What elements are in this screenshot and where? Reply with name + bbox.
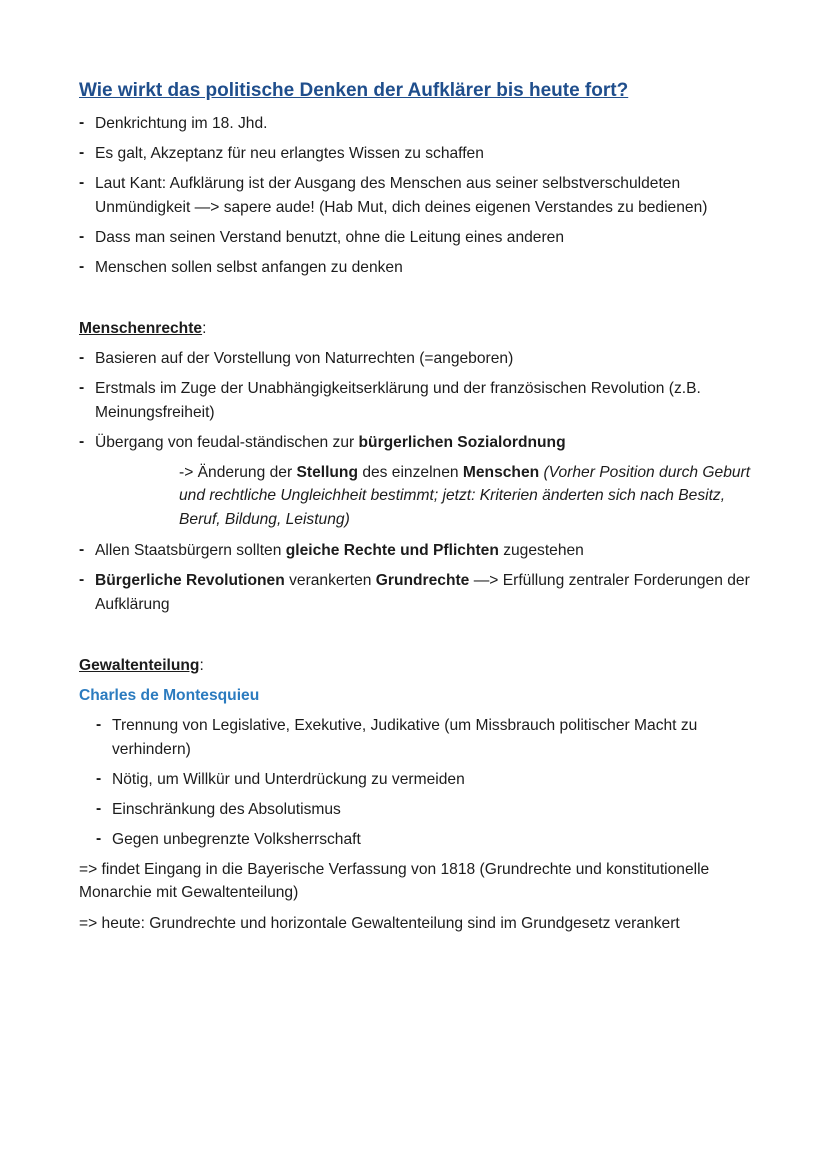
sub-note xyxy=(179,461,759,532)
text-segment: zugestehen xyxy=(498,542,584,559)
conclusion-line: => findet Eingang in die Bayerische Verfassung von 1818 (Grundrechte und konstitutionelle Monarchie mit Gewaltenteilung) xyxy=(79,860,710,901)
text-segment: Übergang von feudal-ständischen zur xyxy=(95,433,359,451)
section-heading-menschenrechte xyxy=(79,317,759,341)
bold-segment: bürgerlichen Sozialordnung xyxy=(358,433,566,451)
text-segment: —> Erfüllung zentraler Forderungen der Aufklärung xyxy=(95,572,750,613)
list-item: - Basieren auf der Vorstellung von Naturrechten (=angeboren) xyxy=(79,347,759,371)
list-item: - Denkrichtung im 18. Jhd. xyxy=(79,112,759,136)
heading-text: Gewaltenteilung xyxy=(79,657,200,674)
list-item: - Erstmals im Zuge der Unabhängigkeitserklärung und der französischen Revolution (z.B. Meinungsfreiheit) xyxy=(79,377,759,424)
list-item: - Dass man seinen Verstand benutzt, ohne die Leitung eines anderen xyxy=(79,226,759,250)
text-segment: Allen Staatsbürgern sollten xyxy=(95,542,286,559)
list-item: - Es galt, Akzeptanz für neu erlangtes Wissen zu schaffen xyxy=(79,142,759,166)
heading-text: Menschenrechte xyxy=(79,320,203,337)
document-page xyxy=(79,76,759,942)
intro-list xyxy=(79,112,759,279)
menschenrechte-list xyxy=(79,347,759,454)
bold-segment: Bürgerliche Revolutionen xyxy=(95,572,285,589)
list-item: - Trennung von Legislative, Exekutive, Judikative (um Missbrauch politischer Macht zu verhindern) xyxy=(96,714,759,761)
bold-segment: Grundrechte xyxy=(375,572,470,589)
list-item: - Gegen unbegrenzte Volksherrschaft xyxy=(96,828,759,852)
heading-colon: : xyxy=(199,657,204,674)
gewaltenteilung-list xyxy=(79,714,759,851)
text-segment: -> Änderung der xyxy=(179,463,297,481)
list-item: - Einschränkung des Absolutismus xyxy=(96,798,759,822)
section-heading-gewaltenteilung xyxy=(79,654,759,678)
list-item xyxy=(79,539,759,563)
bold-segment: Stellung xyxy=(296,463,358,481)
bold-segment: gleiche Rechte und Pflichten xyxy=(285,542,499,559)
list-item: - Nötig, um Willkür und Unterdrückung zu vermeiden xyxy=(96,768,759,792)
page-title: Wie wirkt das politische Denken der Aufklärer bis heute fort? xyxy=(79,80,629,101)
list-item xyxy=(79,569,759,616)
list-item: - Laut Kant: Aufklärung ist der Ausgang des Menschen aus seiner selbstverschuldeten Unmündigkeit —> sapere aude! (Hab Mut, dich deines eigenen Verstandes zu bedienen) xyxy=(79,172,759,219)
italic-segment: (Vorher Position durch Geburt und rechtliche Ungleichheit bestimmt; jetzt: Kriterien änderten sich nach Besitz, Beruf, Bildung, Leistung) xyxy=(179,463,751,528)
list-item: - Menschen sollen selbst anfangen zu denken xyxy=(79,256,759,280)
bold-segment: Menschen xyxy=(462,463,540,481)
menschenrechte-list-2 xyxy=(79,539,759,616)
text-segment: verankerten xyxy=(284,572,376,589)
list-item xyxy=(79,431,759,455)
person-name: Charles de Montesquieu xyxy=(79,687,260,704)
heading-colon: : xyxy=(202,320,207,337)
conclusion-line: => heute: Grundrechte und horizontale Gewaltenteilung sind im Grundgesetz verankert xyxy=(79,914,680,932)
text-segment: des einzelnen xyxy=(357,463,463,481)
